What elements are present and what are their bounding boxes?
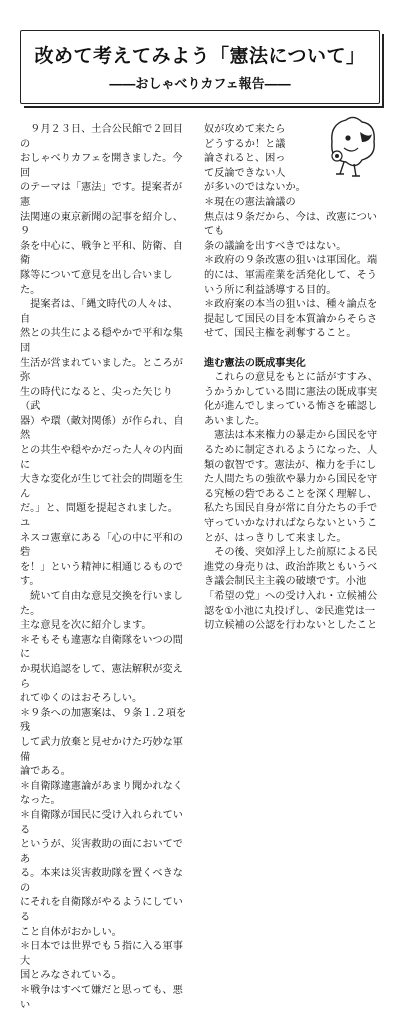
title-box bbox=[20, 30, 380, 104]
left-column bbox=[20, 123, 188, 1013]
discussion-paragraph: 続いて自由な意見交換を行いました。 主な意見を次に紹介します。 bbox=[20, 591, 183, 632]
opinions-list: ＊そもそも違憲な自衛隊をいつの間に か現状追認をして、憲法解釈が変えら れてゆくのはおそろしい。 ＊９条への加憲案は、９条１.２項を残 して武力放棄と見せかけた巧妙な軍備 論である。 ＊自衛隊違憲論があまり聞かれなく なった。 ＊自衛隊が国民に受け入れられている というが、災害救助の面においてであ る。本来は災害救助隊を置くべきなの にそれを自衛隊がやるようにしている こと自体がおかしい。 ＊日本では世界でも５指に入る軍事大 国とみなされている。 ＊戦争はすべて嫌だと思っても、悪い bbox=[20, 634, 187, 1011]
right-opinions-list: 奴が攻めて来たら どうするか！と議 論されると、困っ て反論できない人 が多いのではないか。 ＊現在の憲法論議の 焦点は９条だから、今は、改憲についても 条の議論を出すべきではない。 ＊政府の９条改憲の狙いは軍国化。端 的には、軍需産業を活発化して、そう いう所に利益誘導する目的。 ＊政府案の本当の狙いは、種々論点を 提起して国民の目を本質論からそらさ せて、国民主権を剥奪すること。 bbox=[204, 124, 378, 340]
intro-paragraph: ９月２３日、土合公民館で２回目の おしゃべりカフェを開きました。今回 のテーマは「憲法」です。提案者が憲 法関連の東京新聞の記事を紹介し、９ 条を中心に、戦争と平和、防衛、自衛 隊等について意見を出し合いました。 bbox=[20, 124, 183, 296]
page-subtitle: ――おしゃべりカフェ報告―― bbox=[109, 77, 291, 92]
section-heading: 進む憲法の既成事実化 bbox=[204, 357, 306, 369]
proposal-paragraph: 提案者は、「縄文時代の人々は、自 然との共生による穏やかで平和な集団 生活が営まれていました。ところが弥 生の時代になると、尖った矢じり（武 器）や環（敵対関係）が作られ、自然 との共生や穏やかだった人々の内面に 大きな変化が生じて社会的問題を生ん だ。」と、問題を提起されました。ユ ネスコ憲章にある「心の中に平和の砦 を！」という精神に相通じるものです。 bbox=[20, 299, 184, 588]
right-column bbox=[204, 123, 380, 634]
page-title: 改めて考えてみよう「憲法について」 bbox=[34, 45, 366, 67]
section-body: これらの意見をもとに話がすすみ、 うかうかしている間に憲法の既成事実 化が進んでしまっている怖さを確認し あいました。 憲法は本来権力の暴走から国民を守 るために制定されるようになった、人 類の叡智です。憲法が、権力を手にし た人間たちの強欲や暴力から国民を守 る究極の砦であることを深く理解し、 私たち国民自身が常に自分たちの手で 守っていかなければならないというこ とが、はっきりして来ました。 その後、突如浮上した前原による民 進党の身売りは、政治詐欺ともいうべ き議会制民主主義の破壊です。小池 「希望の党」への受け入れ・立候補公 認を①小池に丸投げし、②民進党は一 切立候補の公認を行わないとしたこと bbox=[204, 372, 378, 632]
